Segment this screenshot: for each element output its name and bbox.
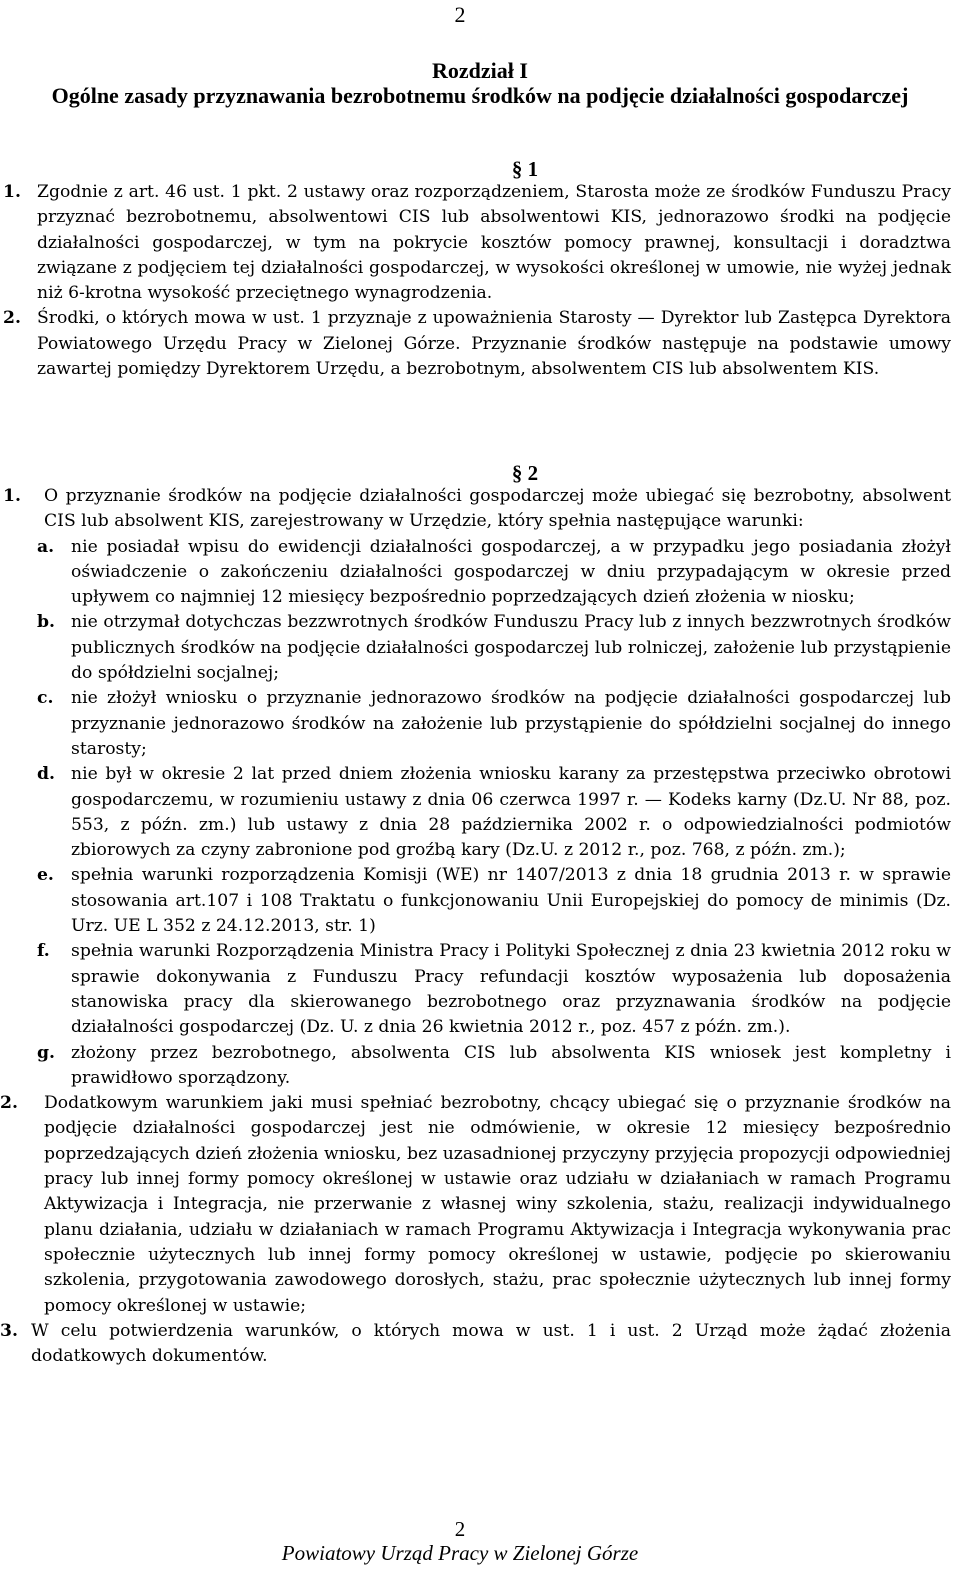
page-number-top: 2: [454, 2, 466, 27]
condition-text: nie posiadał wpisu do ewidencji działalności gospodarczej, a w przypadku jego posiadania złożył oświadczenie o zakończeniu działalności gospodarczej w dniu przypadającym w okresie przed upływem co najmniej 12 miesięcy bezpośrednio poprzedzających dzień złożenia w niosku;: [71, 536, 951, 608]
item-number: 1.: [3, 486, 21, 506]
condition-label: c.: [37, 688, 54, 709]
condition-text: nie był w okresie 2 lat przed dniem złożenia wniosku karany za przestępstwa przeciwko obrotowi gospodarczemu, w rozumieniu ustawy z dnia 06 czerwca 1997 r. — Kodeks karny (Dz.U. Nr 88, poz. 553, z późn. zm.) lub ustawy z dnia 28 października 2002 r. o odpowiedzialności podmiotów zbiorowych za czyny zabronione pod groźbą kary (Dz.U. z 2012 r., poz. 768, z późn. zm.);: [71, 764, 951, 861]
condition-label: f.: [37, 941, 50, 962]
section-1-item-1: [3, 180, 951, 306]
condition-label: d.: [37, 764, 56, 785]
condition-a: [37, 535, 951, 611]
item-number: 3.: [0, 1320, 18, 1341]
condition-text: spełnia warunki Rozporządzenia Ministra Pracy i Polityki Społecznej z dnia 23 kwietnia 2012 roku w sprawie dokonywania z Funduszu Pracy refundacji kosztów wyposażenia lub doposażenia stanowiska pracy dla skierowanego bezrobotnego oraz przyznawania środków na podjęcie działalności gospodarczej (Dz. U. z dnia 26 kwietnia 2012 r., poz. 457 z późn. zm.).: [71, 941, 951, 1038]
section-2-mark: § 2: [511, 461, 539, 485]
section-2-item-1: [3, 484, 951, 535]
condition-f: [37, 939, 951, 1040]
chapter-heading: [30, 58, 930, 108]
chapter-title: Rozdział I: [432, 58, 528, 83]
condition-e: [37, 863, 951, 939]
conditions-list: [37, 535, 951, 1092]
item-number: 1.: [3, 182, 21, 202]
condition-text: nie otrzymał dotychczas bezzwrotnych środków Funduszu Pracy lub z innych bezzwrotnych środków publicznych środków na podjęcie działalności gospodarczej lub rolniczej, założenie lub przystąpienie do spółdzielni socjalnej;: [71, 612, 951, 684]
item-text: Środki, o których mowa w ust. 1 przyznaje z upoważnienia Starosty — Dyrektor lub Zastępca Dyrektora Powiatowego Urzędu Pracy w Zielonej Górze. Przyznanie środków następuje na podstawie umowy zawartej pomiędzy Dyrektorem Urzędu, a bezrobotnym, absolwentem CIS lub absolwentem KIS.: [37, 308, 951, 380]
item-text: Dodatkowym warunkiem jaki musi spełniać bezrobotny, chcący ubiegać się o przyznanie środków na podjęcie działalności gospodarczej jest nie odmówienie, w okresie 12 miesięcy bezpośrednio poprzedzających dzień złożenia wniosku, bez uzasadnionej przyczyny przyjęcia propozycji odpowiedniej pracy lub innej formy pomocy określonej w ustawie oraz udziału w działaniach w ramach Programu Aktywizacja i Integracja, nie przerwanie z własnej winy szkolenia, stażu, realizacji indywidualnego planu działania, udziału w działaniach w ramach Programu Aktywizacja i Integracja wykonywania prac społecznie użytecznych lub innej formy pomocy określonej w ustawie, podjęcie po skierowaniu szkolenia, przygotowania zawodowego dorosłych, stażu, prac społecznie użytecznych lub innej formy pomocy określonej w ustawie;: [44, 1093, 951, 1316]
section-1-body: [3, 180, 951, 382]
condition-d: [37, 762, 951, 863]
item-text: O przyznanie środków na podjęcie działalności gospodarczej może ubiegać się bezrobotny, absolwent CIS lub absolwent KIS, zarejestrowany w Urzędzie, który spełnia następujące warunki:: [44, 486, 951, 532]
footer-page-number: 2: [454, 1517, 466, 1541]
condition-label: a.: [37, 536, 55, 557]
item-text: W celu potwierdzenia warunków, o których mowa w ust. 1 i ust. 2 Urząd może żądać złożenia dodatkowych dokumentów.: [31, 1320, 951, 1367]
condition-text: złożony przez bezrobotnego, absolwenta CIS lub absolwenta KIS wniosek jest kompletny i prawidłowo sporządzony.: [71, 1042, 951, 1088]
section-2-body: [0, 484, 951, 1369]
condition-g: [37, 1041, 951, 1092]
item-number: 2.: [0, 1093, 18, 1114]
item-text: Zgodnie z art. 46 ust. 1 pkt. 2 ustawy oraz rozporządzeniem, Starosta może ze środków Funduszu Pracy przyznać bezrobotnemu, absolwentowi CIS lub absolwentowi KIS, jednorazowo środki na podjęcie działalności gospodarczej, w tym na pokrycie kosztów pomocy prawnej, konsultacji i doradztwa związane z podjęciem tej działalności gospodarczej, w wysokości określonej w umowie, nie wyżej jednak niż 6-krotna wysokość przeciętnego wynagrodzenia.: [37, 182, 951, 304]
section-1-mark: § 1: [511, 157, 539, 181]
section-2-item-3: [0, 1319, 951, 1370]
condition-label: e.: [37, 865, 54, 886]
condition-b: [37, 610, 951, 686]
section-1-item-2: [3, 306, 951, 382]
condition-text: nie złożył wniosku o przyznanie jednorazowo środków na podjęcie działalności gospodarczej lub przyznanie jednorazowo środków na założenie lub przystąpienie do spółdzielni socjalnej do innego starosty;: [71, 688, 951, 759]
chapter-subtitle: Ogólne zasady przyznawania bezrobotnemu środków na podjęcie działalności gospodarczej: [51, 83, 909, 108]
condition-text: spełnia warunki rozporządzenia Komisji (WE) nr 1407/2013 z dnia 18 grudnia 2013 r. w sprawie stosowania art.107 i 108 Traktatu o funkcjonowaniu Unii Europejskiej do pomocy de minimis (Dz. Urz. UE L 352 z 24.12.2013, str. 1): [71, 865, 951, 937]
condition-label: g.: [37, 1042, 56, 1063]
item-number: 2.: [3, 308, 21, 329]
section-2-item-2: [0, 1091, 951, 1319]
condition-c: [37, 686, 951, 762]
footer-office-name: Powiatowy Urząd Pracy w Zielonej Górze: [281, 1541, 639, 1565]
condition-label: b.: [37, 612, 56, 633]
